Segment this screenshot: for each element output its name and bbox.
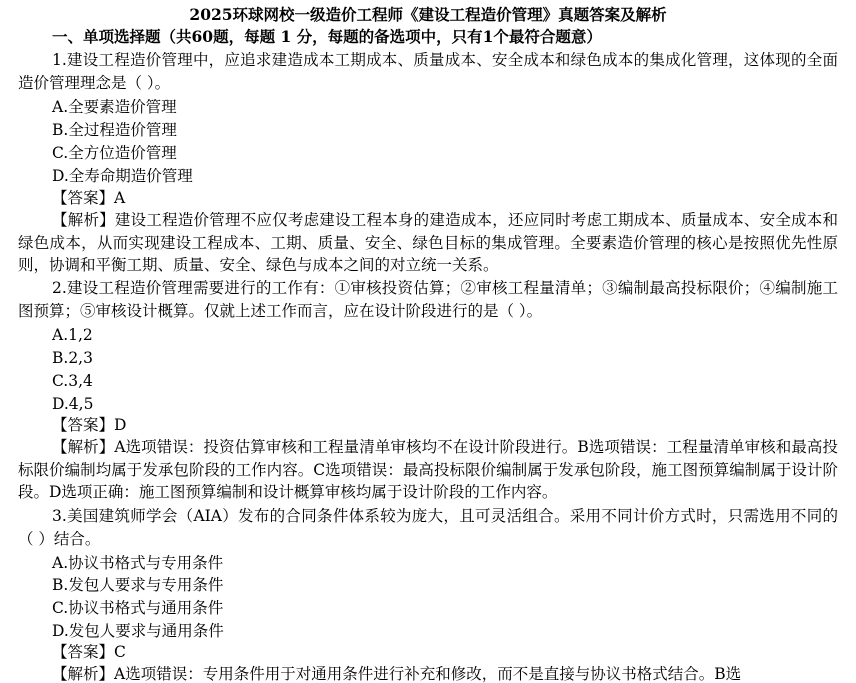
document-title: 2025环球网校一级造价工程师《建设工程造价管理》真题答案及解析 — [189, 5, 667, 24]
question-2-option-d: D.4,5 — [52, 395, 94, 413]
question-1-answer: 【答案】A — [52, 189, 126, 207]
question-3-option-a: A.协议书格式与专用条件 — [52, 554, 224, 572]
section-heading: 一、单项选择题（共60题，每题 1 分，每题的备选项中，只有1个最符合题意） — [52, 27, 602, 46]
question-2-option-b: B.2,3 — [52, 349, 93, 367]
question-3-option-b: B.发包人要求与专用条件 — [52, 576, 224, 594]
question-3-answer: 【答案】C — [52, 643, 126, 661]
question-2-stem: 2.建设工程造价管理需要进行的工作有：①审核投资估算；②审核工程量清单；③编制最高投标限价；④编制施工图预算；⑤审核设计概算。仅就上述工作而言，应在设计阶段进行的是（ ）。 — [18, 279, 838, 320]
question-2-analysis: 【解析】A选项错误：投资估算审核和工程量清单审核均不在设计阶段进行。B选项错误：工程量清单审核和最高投标限价编制均属于发承包阶段的工作内容。C选项错误：最高投标限价编制属于发承包阶段，施工图预算编制属于设计阶段。D选项正确：施工图预算编制和设计概算审核均属于设计阶段的工作内容。 — [18, 438, 838, 502]
question-2-option-a: A.1,2 — [52, 326, 93, 344]
question-1-option-b: B.全过程造价管理 — [52, 121, 177, 139]
question-1-stem: 1.建设工程造价管理中，应追求建造成本工期成本、质量成本、安全成本和绿色成本的集成化管理，这体现的全面造价管理理念是（ ）。 — [18, 51, 838, 92]
question-3-stem: 3.美国建筑师学会（AIA）发布的合同条件体系较为庞大，且可灵活组合。采用不同计价方式时，只需选用不同的（ ）结合。 — [18, 507, 838, 548]
question-2-option-c: C.3,4 — [52, 372, 93, 390]
question-3-option-d: D.发包人要求与通用条件 — [52, 622, 224, 640]
question-3-option-c: C.协议书格式与通用条件 — [52, 599, 224, 617]
question-1-option-a: A.全要素造价管理 — [52, 98, 177, 116]
question-1-analysis: 【解析】建设工程造价管理不应仅考虑建设工程本身的建造成本，还应同时考虑工期成本、质量成本、安全成本和绿色成本，从而实现建设工程成本、工期、质量、安全、绿色目标的集成管理。全要素造价管理的核心是按照优先性原则，协调和平衡工期、质量、安全、绿色与成本之间的对立统一关系。 — [18, 211, 838, 275]
question-2-answer: 【答案】D — [52, 416, 127, 434]
question-1-option-d: D.全寿命期造价管理 — [52, 167, 193, 185]
question-3-analysis: 【解析】A选项错误：专用条件用于对通用条件进行补充和修改，而不是直接与协议书格式结合。B选 — [52, 665, 742, 683]
question-1-option-c: C.全方位造价管理 — [52, 144, 177, 162]
